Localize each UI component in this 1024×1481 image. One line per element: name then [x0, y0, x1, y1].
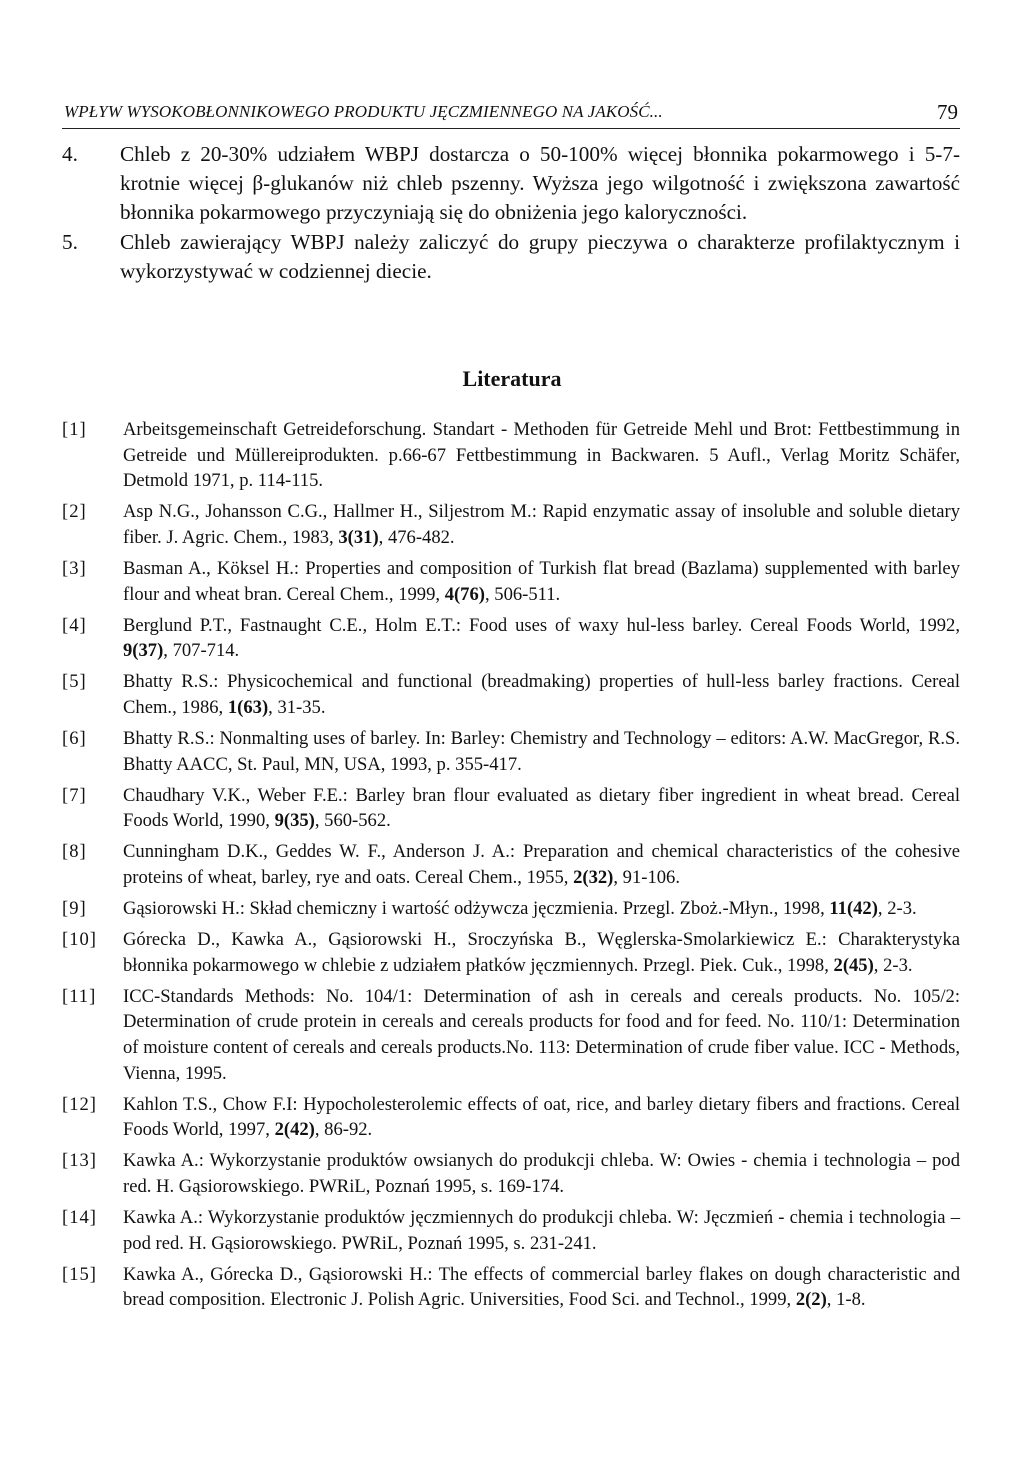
reference-text: Kawka A., Górecka D., Gąsiorowski H.: The effects of commercial barley flakes on dough characteristic and bread composition. Electronic J. Polish Agric. Universities, Food Sci. and Technol., 1999, — [123, 1263, 960, 1311]
reference-item — [62, 1092, 960, 1143]
reference-text: Gąsiorowski H.: Skład chemiczny i wartość odżywcza jęczmienia. Przegl. Zboż.-Młyn., 1998, — [123, 898, 830, 920]
conclusions-list — [62, 140, 960, 286]
conclusion-number: 4. — [62, 142, 78, 166]
reference-number: [15] — [62, 1263, 97, 1285]
reference-number: [14] — [62, 1207, 97, 1229]
reference-volume: 2(42) — [274, 1119, 315, 1141]
reference-item — [62, 783, 960, 834]
reference-number: [5] — [62, 671, 87, 693]
reference-text: Górecka D., Kawka A., Gąsiorowski H., Sroczyńska B., Węglerska-Smolarkiewicz E.: Charakterystyka błonnika pokarmowego w chlebie z udziałem płatków jęczmiennych. Przegl. Piek. Cuk., 1998, — [123, 929, 960, 976]
reference-item — [62, 896, 960, 922]
reference-text: Bhatty R.S.: Physicochemical and functional (breadmaking) properties of hull-less barley fractions. Cereal Chem., 1986, — [123, 671, 960, 718]
reference-number: [1] — [62, 419, 87, 440]
reference-item — [62, 839, 960, 890]
conclusion-text: Chleb zawierający WBPJ należy zaliczyć do grupy pieczywa o charakterze profilaktycznym i wykorzystywać w codziennej diecie. — [120, 229, 960, 283]
reference-item — [62, 927, 960, 978]
reference-number: [7] — [62, 784, 87, 806]
reference-item — [62, 1148, 960, 1199]
section-heading-literatura: Literatura — [462, 366, 562, 391]
page-number: 79 — [937, 100, 958, 124]
reference-item — [62, 499, 960, 550]
reference-text: Basman A., Köksel H.: Properties and composition of Turkish flat bread (Bazlama) supplemented with barley flour and wheat bran. Cereal Chem., 1999, — [123, 557, 960, 605]
reference-volume: 9(35) — [274, 810, 315, 832]
reference-pages: , 506-511. — [484, 583, 561, 605]
running-header — [62, 100, 960, 129]
reference-volume: 3(31) — [338, 526, 379, 548]
reference-text: Asp N.G., Johansson C.G., Hallmer H., Siljestrom M.: Rapid enzymatic assay of insoluble and soluble dietary fiber. J. Agric. Chem., 1983, — [123, 501, 960, 548]
reference-text: Berglund P.T., Fastnaught C.E., Holm E.T.: Food uses of waxy hul-less barley. Cereal Foods World, 1992, — [123, 614, 960, 636]
reference-volume: 1(63) — [227, 696, 269, 718]
reference-pages: , 2-3. — [873, 954, 913, 976]
reference-item — [62, 417, 960, 494]
reference-number: [9] — [62, 898, 87, 920]
reference-volume: 2(45) — [833, 954, 874, 976]
reference-item — [62, 556, 960, 607]
reference-pages: , 91-106. — [613, 867, 680, 888]
reference-list — [62, 417, 960, 1319]
reference-volume: 2(2) — [795, 1289, 827, 1311]
reference-text: Chaudhary V.K., Weber F.E.: Barley bran flour evaluated as dietary fiber ingredient in wheat bread. Cereal Foods World, 1990, — [123, 784, 960, 832]
reference-text: Kahlon T.S., Chow F.I: Hypocholesterolemic effects of oat, rice, and barley dietary fibers and fractions. Cereal Foods World, 1997, — [123, 1093, 960, 1141]
reference-text: Cunningham D.K., Geddes W. F., Anderson J. A.: Preparation and chemical characteristics of the cohesive proteins of wheat, barley, rye and oats. Cereal Chem., 1955, — [123, 841, 960, 888]
running-title: WPŁYW WYSOKOBŁONNIKOWEGO PRODUKTU JĘCZMIENNEGO NA JAKOŚĆ... — [64, 102, 663, 121]
reference-number: [3] — [62, 557, 87, 579]
conclusion-item — [62, 228, 960, 286]
conclusion-item — [62, 140, 960, 228]
reference-volume: 9(37) — [123, 640, 164, 662]
reference-number: [2] — [62, 501, 87, 523]
reference-item — [62, 1205, 960, 1256]
reference-item — [62, 669, 960, 720]
reference-pages: , 707-714. — [163, 640, 240, 662]
reference-text: ICC-Standards Methods: No. 104/1: Determination of ash in cereals and cereals products. No. 105/2: Determination of crude protein in cereals and cereals products for food and for feed. No. 110/1: Determination of moisture content of cereals and cereals products.No. 113: Determination of crude fiber value. ICC - Methods, Vienna, 1995. — [123, 985, 960, 1084]
reference-text: Bhatty R.S.: Nonmalting uses of barley. In: Barley: Chemistry and Technology – editors: A.W. MacGregor, R.S. Bhatty AACC, St. Paul, MN, USA, 1993, p. 355-417. — [123, 728, 960, 775]
reference-volume: 11(42) — [829, 898, 878, 920]
reference-number: [12] — [62, 1093, 97, 1115]
reference-item — [62, 613, 960, 664]
reference-pages: , 1-8. — [826, 1289, 866, 1311]
reference-text: Kawka A.: Wykorzystanie produktów jęczmiennych do produkcji chleba. W: Jęczmień - chemia i technologia – pod red. H. Gąsiorowskiego. PWRiL, Poznań 1995, s. 231-241. — [123, 1207, 960, 1254]
reference-number: [10] — [62, 929, 97, 951]
reference-volume: 2(32) — [573, 867, 614, 888]
reference-number: [13] — [62, 1150, 97, 1172]
conclusion-number: 5. — [62, 229, 78, 254]
reference-pages: , 560-562. — [314, 810, 391, 832]
reference-pages: , 86-92. — [314, 1119, 373, 1141]
reference-text: Kawka A.: Wykorzystanie produktów owsianych do produkcji chleba. W: Owies - chemia i technologia – pod red. H. Gąsiorowskiego. PWRiL, Poznań 1995, s. 169-174. — [123, 1150, 960, 1198]
reference-volume: 4(76) — [444, 583, 485, 605]
conclusion-text: Chleb z 20-30% udziałem WBPJ dostarcza o 50-100% więcej błonnika pokarmowego i 5-7-krotnie więcej β-glukanów niż chleb pszenny. Wyższa jego wilgotność i zwiększona zawartość błonnika pokarmowego przyczyniają się do obniżenia jego kaloryczności. — [120, 142, 960, 225]
reference-pages: , 31-35. — [268, 696, 326, 718]
reference-number: [4] — [62, 614, 87, 636]
reference-number: [11] — [62, 985, 97, 1007]
reference-item — [62, 1262, 960, 1313]
reference-item — [62, 984, 960, 1086]
reference-text: Arbeitsgemeinschaft Getreideforschung. Standart - Methoden für Getreide Mehl und Brot: Fettbestimmung in Getreide und Müllereiprodukten. p.66-67 Fettbestimmung in Backwaren. 5 Aufl., Verlag Moritz Schäfer, Detmold 1971, p. 114-115. — [123, 419, 960, 492]
reference-number: [6] — [62, 728, 87, 750]
reference-pages: , 476-482. — [378, 526, 455, 548]
reference-number: [8] — [62, 841, 87, 863]
reference-item — [62, 726, 960, 777]
reference-pages: , 2-3. — [877, 898, 917, 920]
